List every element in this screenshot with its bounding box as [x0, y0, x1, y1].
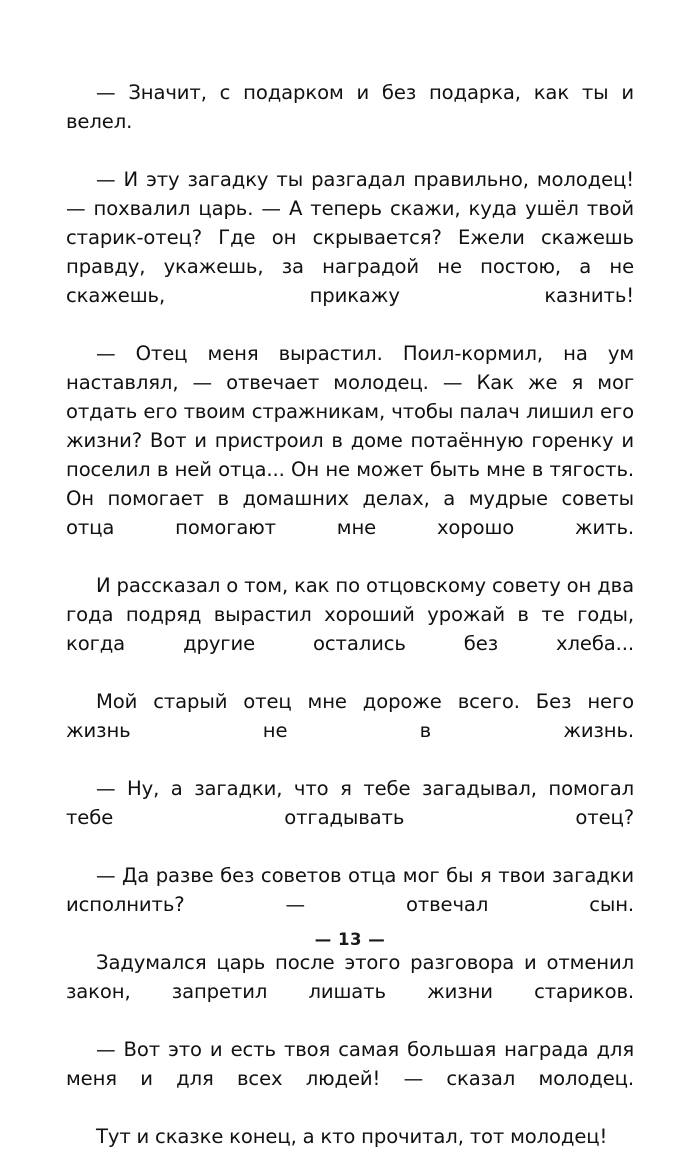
page-text-body [66, 78, 634, 1151]
paragraph: Мой старый отец мне дороже всего. Без него жизнь не в жизнь. [66, 690, 634, 742]
paragraph: — Значит, с подарком и без подарка, как ты и велел. [66, 81, 634, 133]
paragraph: Задумался царь после этого разговора и отменил закон, запретил лишать жизни стариков. [66, 951, 634, 1003]
paragraph: И рассказал о том, как по отцовскому совету он два года подряд вырастил хороший урожай в те годы, когда другие остались без хлеба... [66, 574, 634, 655]
paragraph: — Отец меня вырастил. Поил-кормил, на ум наставлял, — отвечает молодец. — Как же я мог отдать его твоим стражникам, чтобы палач лишил его жизни? Вот и пристроил в доме потаённую горенку и поселил в ней отца... Он не может быть мне в тягость. Он помогает в домашних делах, а мудрые советы отца помогают мне хорошо жить. [66, 342, 634, 539]
paragraph: — И эту загадку ты разгадал правильно, молодец! — похвалил царь. — А теперь скажи, куда ушёл твой старик-отец? Где он скрывается? Ежели скажешь правду, укажешь, за наградой не постою, а не скажешь, прикажу казнить! [66, 168, 634, 307]
paragraph: — Ну, а загадки, что я тебе загадывал, помогал тебе отгадывать отец? [66, 777, 634, 829]
page-number: — 13 — [314, 930, 386, 949]
paragraph: — Да разве без советов отца мог бы я твои загадки исполнить? — отвечал сын. [66, 864, 634, 916]
paragraph: — Вот это и есть твоя самая большая награда для меня и для всех людей! — сказал молодец. [66, 1038, 634, 1090]
paragraph: Тут и сказке конец, а кто прочитал, тот молодец! [96, 1125, 608, 1148]
